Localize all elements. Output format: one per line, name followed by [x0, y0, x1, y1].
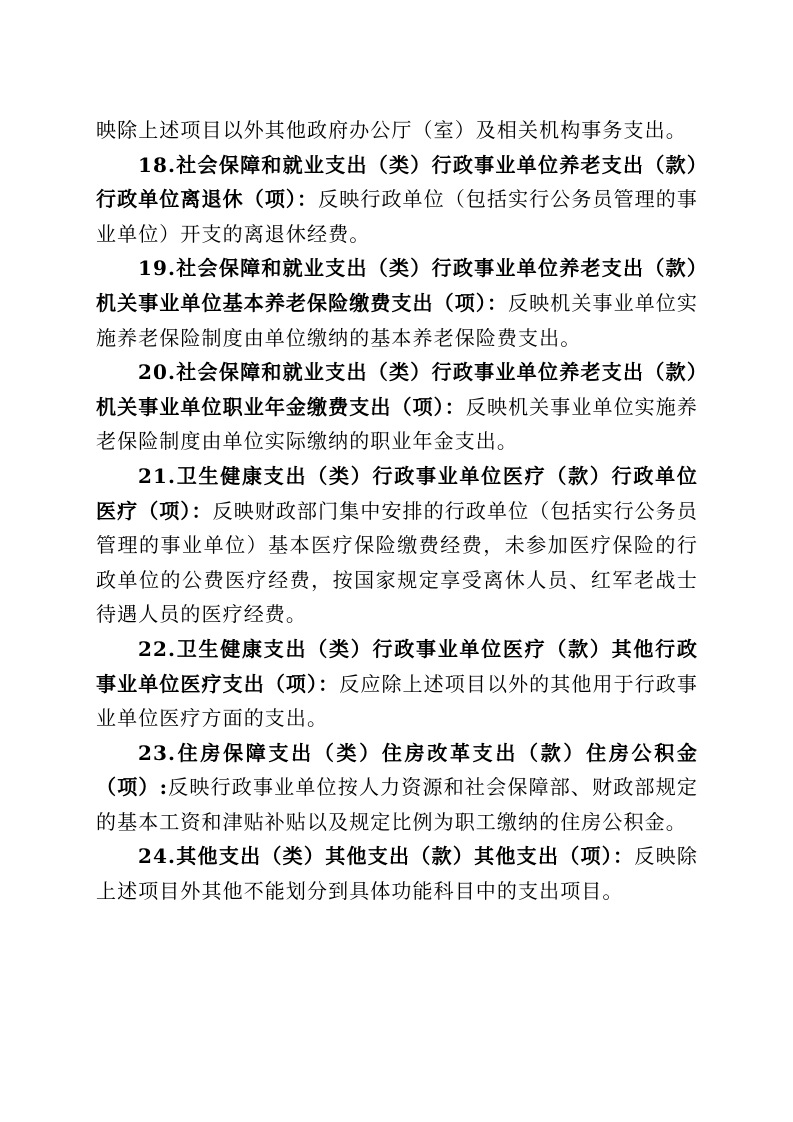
- document-body: [96, 113, 698, 909]
- item-18: [96, 148, 698, 252]
- item-description: 反映财政部门集中安排的行政单位（包括实行公务员管理的事业单位）基本医疗保险缴费经费，未参加医疗保险的行政单位的公费医疗经费，按国家规定享受离休人员、红军老战士待遇人员的医疗经费。: [96, 498, 698, 627]
- item-description: 反应除上述项目以外的其他用于行政事业单位医疗方面的支出。: [96, 671, 699, 731]
- item-description: 反映机关事业单位实施养老保险制度由单位实际缴纳的职业年金支出。: [96, 394, 698, 454]
- item-24: [96, 839, 698, 908]
- item-description: 反映除上述项目外其他不能划分到具体功能科目中的支出项目。: [96, 844, 698, 904]
- item-description: 反映机关事业单位实施养老保险制度由单位缴纳的基本养老保险费支出。: [96, 290, 699, 350]
- item-title: 21.卫生健康支出（类）行政事业单位医疗（款）行政单位医疗（项）：: [96, 463, 698, 523]
- item-title: 19.社会保障和就业支出（类）行政事业单位养老支出（款）机关事业单位基本养老保险缴费支出（项）：: [96, 256, 698, 315]
- item-19: [96, 251, 698, 355]
- item-title: 20.社会保障和就业支出（类）行政事业单位养老支出（款）机关事业单位职业年金缴费支出（项）：: [96, 360, 698, 419]
- item-description: 反映行政单位（包括实行公务员管理的事业单位）开支的离退休经费。: [96, 187, 698, 246]
- item-21: [96, 459, 698, 632]
- item-title: 23.住房保障支出（类）住房改革支出（款）住房公积金（项）:: [96, 740, 698, 800]
- intro-paragraph: 映除上述项目以外其他政府办公厅（室）及相关机构事务支出。: [96, 118, 687, 142]
- item-title: 18.社会保障和就业支出（类）行政事业单位养老支出（款）行政单位离退休（项）：: [96, 152, 698, 212]
- item-title: 22.卫生健康支出（类）行政事业单位医疗（款）其他行政事业单位医疗支出（项）：: [96, 636, 698, 696]
- item-23: [96, 736, 698, 840]
- item-22: [96, 632, 698, 736]
- item-20: [96, 355, 698, 459]
- item-description: 反映行政事业单位按人力资源和社会保障部、财政部规定的基本工资和津贴补贴以及规定比例为职工缴纳的住房公积金。: [96, 775, 698, 834]
- item-title: 24.其他支出（类）其他支出（款）其他支出（项）：: [138, 844, 635, 869]
